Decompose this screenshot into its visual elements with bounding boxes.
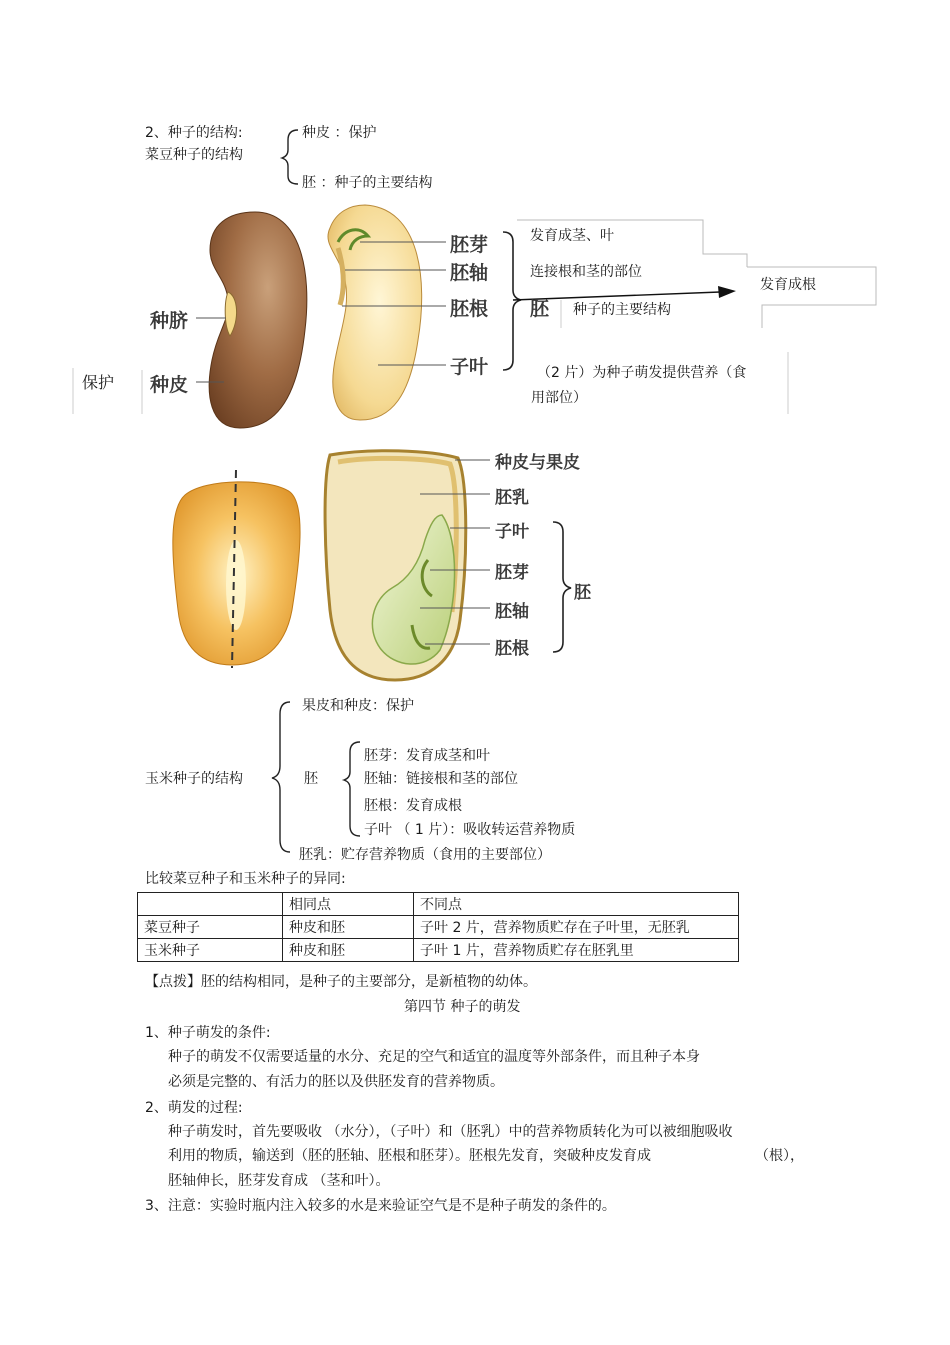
note-hypocotyl: 连接根和茎的部位 [530,264,642,280]
bean-structure-label: 菜豆种子的结构 [145,147,243,163]
corn-label-endosperm: 胚乳 [495,488,529,508]
table-header [138,893,283,916]
bean-label-coat: 种皮 [150,374,189,396]
corn-label-radicle: 胚根 [495,639,529,659]
whole-bean [209,212,307,428]
table-cell: 子叶 2 片，营养物质贮存在子叶里，无胚乳 [414,916,739,939]
section-heading: 2、种子的结构: [145,125,243,141]
conditions-heading: 1、种子萌发的条件: [145,1025,271,1041]
corn-plumule: 胚芽：发育成茎和叶 [364,748,490,764]
radicle-shape [338,248,343,305]
bean-label-embryo: 胚 [530,298,550,320]
tip-text: 【点拨】胚的结构相同，是种子的主要部分，是新植物的幼体。 [145,974,537,990]
conditions-line1: 种子的萌发不仅需要适量的水分、充足的空气和适宜的温度等外部条件，而且种子本身 [168,1049,700,1065]
corn-label-plumule: 胚芽 [495,563,529,583]
note-cotyledon-2: 用部位） [531,390,587,406]
corn-radicle: 胚根：发育成根 [364,798,462,814]
corn-embryo: 胚 [304,771,318,787]
compare-title: 比较菜豆种子和玉米种子的异同: [145,871,346,887]
bean-label-hypocotyl: 胚轴 [450,262,489,284]
bean-label-radicle: 胚根 [450,298,489,320]
conditions-line2: 必须是完整的、有活力的胚以及供胚发育的营养物质。 [168,1074,504,1090]
note-coat: 保护 [82,373,115,392]
table-header: 不同点 [414,893,739,916]
note-plumule: 发育成茎、叶 [530,228,614,244]
bean-label-hilum: 种脐 [150,310,189,332]
process-line3: 胚轴伸长，胚芽发育成 （茎和叶）。 [168,1173,390,1189]
compare-table [137,892,739,962]
process-line2b: （根）， [755,1148,804,1164]
table-row [138,916,739,939]
table-cell: 子叶 1 片，营养物质贮存在胚乳里 [414,939,739,962]
corn-pericarp: 果皮和种皮：保护 [302,698,414,714]
embryo-line: 胚 ：种子的主要结构 [302,175,433,191]
note-cotyledon-1: （2 片）为种子萌发提供营养（食 [537,365,747,381]
table-cell: 种皮和胚 [283,916,414,939]
process-heading: 2、萌发的过程: [145,1100,243,1116]
corn-label-cotyledon: 子叶 [495,522,529,542]
corn-endosperm: 胚乳：贮存营养物质（食用的主要部位） [299,847,551,863]
corn-label-hypocotyl: 胚轴 [495,602,529,622]
table-header: 相同点 [283,893,414,916]
note-3: 3、注意：实验时瓶内注入较多的水是来验证空气是不是种子萌发的条件的。 [145,1198,616,1214]
note-radicle: 发育成根 [760,277,816,293]
table-cell: 玉米种子 [138,939,283,962]
bean-label-plumule: 胚芽 [450,234,489,256]
process-line1: 种子萌发时，首先要吸收 （水分），（子叶）和（胚乳）中的营养物质转化为可以被细胞吸收 [168,1124,733,1140]
corn-hypocotyl: 胚轴：链接根和茎的部位 [364,771,518,787]
corn-label-coat-pericarp: 种皮与果皮 [495,453,580,473]
table-cell: 菜豆种子 [138,916,283,939]
section4-title: 第四节 种子的萌发 [404,999,521,1015]
corn-label-embryo: 胚 [574,583,591,603]
table-cell: 种皮和胚 [283,939,414,962]
note-embryo: 种子的主要结构 [573,302,671,318]
process-line2a: 利用的物质，输送到（胚的胚轴、胚根和胚芽）。胚根先发育，突破种皮发育成 [168,1148,651,1164]
table-header-row [138,893,739,916]
bean-label-cotyledon: 子叶 [450,356,489,378]
seed-coat-line: 种皮 ：保护 [302,125,377,141]
table-row [138,939,739,962]
corn-cotyledon: 子叶 （ 1 片）：吸收转运营养物质 [364,822,576,838]
corn-structure-label: 玉米种子的结构 [145,771,243,787]
